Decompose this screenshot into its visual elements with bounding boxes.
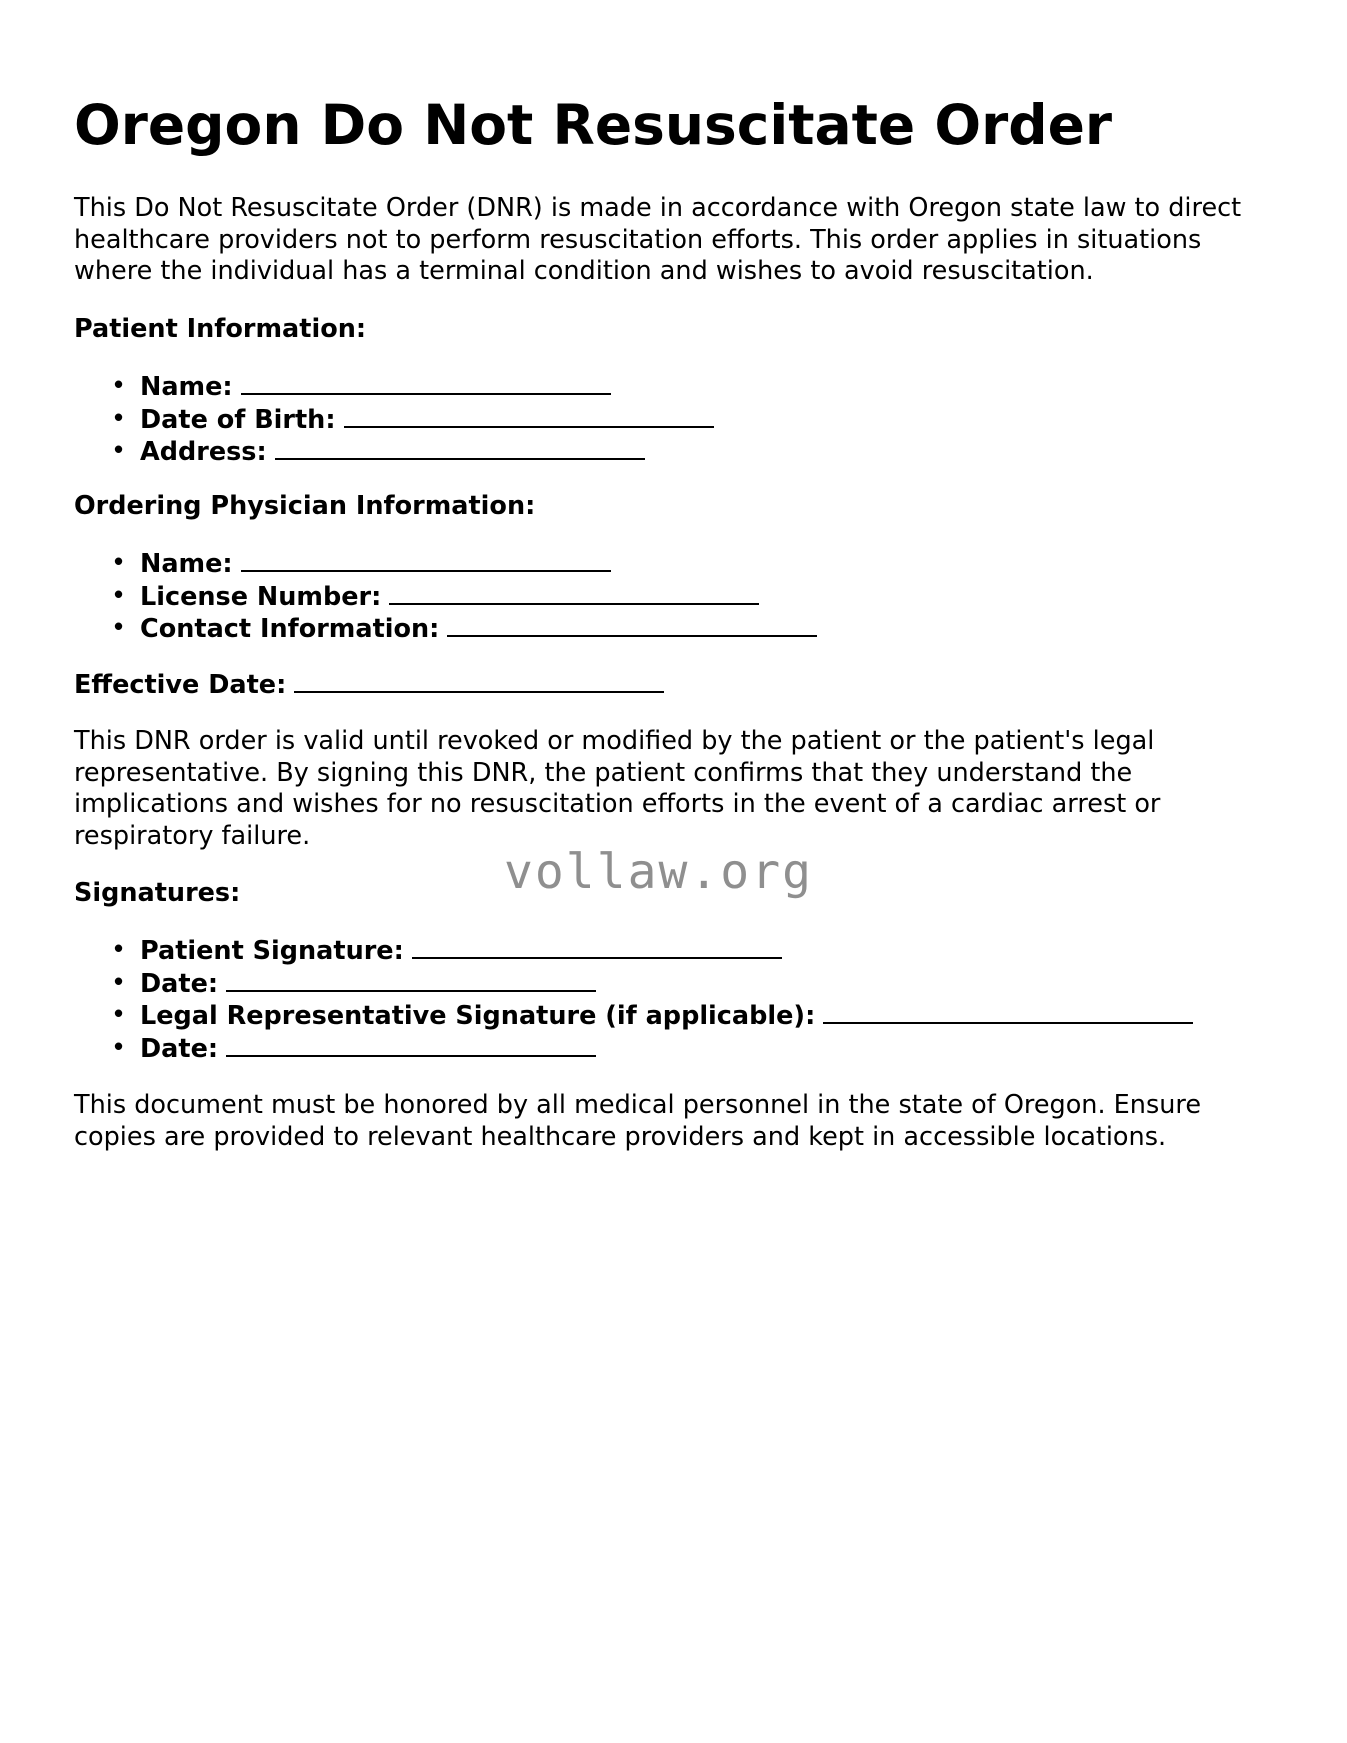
bullet-icon: • <box>111 613 127 643</box>
blank-line[interactable] <box>447 613 817 637</box>
bullet-icon: • <box>111 580 127 611</box>
signatures-list <box>74 935 1193 1065</box>
patient-info-heading: Patient Information: <box>74 314 367 344</box>
patient-signature-field <box>74 935 1193 968</box>
field-label: Date: <box>140 968 219 999</box>
representative-signature-field <box>74 1000 1193 1033</box>
physician-info-list <box>74 548 817 646</box>
field-label: Patient Signature: <box>140 936 404 966</box>
field-label: Date: <box>140 1033 219 1064</box>
blank-line[interactable] <box>294 669 664 693</box>
bullet-icon: • <box>111 371 127 401</box>
blank-line[interactable] <box>241 548 611 572</box>
bullet-icon: • <box>111 548 127 578</box>
validity-paragraph: This DNR order is valid until revoked or modified by the patient or the patient's legal representative. By signing this DNR, the patient confirms that they understand the implications and wishes for no resuscitation efforts in the event of a cardiac arrest or respiratory failure. <box>74 726 1161 851</box>
blank-line[interactable] <box>344 404 714 428</box>
intro-paragraph: This Do Not Resuscitate Order (DNR) is made in accordance with Oregon state law to direct healthcare providers not to perform resuscitation efforts. This order applies in situations where the individual has a terminal condition and wishes to avoid resuscitation. <box>74 193 1242 286</box>
blank-line[interactable] <box>226 968 596 992</box>
bullet-icon: • <box>111 403 127 434</box>
physician-license-field <box>74 581 817 614</box>
bullet-icon: • <box>111 1032 127 1063</box>
blank-line[interactable] <box>241 371 611 395</box>
effective-date-field <box>74 669 664 702</box>
signatures-heading: Signatures: <box>74 878 241 908</box>
field-label: Legal Representative Signature (if applicable): <box>140 1001 816 1031</box>
patient-name-field <box>74 371 714 404</box>
bullet-icon: • <box>111 967 127 998</box>
field-label: License Number: <box>140 581 382 612</box>
field-label: Address: <box>140 437 267 467</box>
field-label: Name: <box>140 549 233 579</box>
effective-date-label: Effective Date: <box>74 670 287 700</box>
physician-name-field <box>74 548 817 581</box>
representative-signature-date-field <box>74 1033 1193 1066</box>
blank-line[interactable] <box>412 935 782 959</box>
field-label: Date of Birth: <box>140 404 336 435</box>
blank-line[interactable] <box>226 1033 596 1057</box>
field-label: Name: <box>140 372 233 402</box>
bullet-icon: • <box>111 436 127 466</box>
closing-paragraph: This document must be honored by all medical personnel in the state of Oregon. Ensure copies are provided to relevant healthcare providers and kept in accessible locations. <box>74 1090 1202 1152</box>
blank-line[interactable] <box>275 436 645 460</box>
physician-contact-field <box>74 613 817 646</box>
watermark-text: vollaw.org <box>504 844 813 900</box>
patient-address-field <box>74 436 714 469</box>
blank-line[interactable] <box>823 1000 1193 1024</box>
blank-line[interactable] <box>389 581 759 605</box>
bullet-icon: • <box>111 1000 127 1030</box>
patient-info-list <box>74 371 714 469</box>
patient-dob-field <box>74 404 714 437</box>
bullet-icon: • <box>111 935 127 965</box>
patient-signature-date-field <box>74 968 1193 1001</box>
field-label: Contact Information: <box>140 614 440 644</box>
physician-info-heading: Ordering Physician Information: <box>74 491 536 521</box>
document-title: Oregon Do Not Resuscitate Order <box>74 93 1113 157</box>
